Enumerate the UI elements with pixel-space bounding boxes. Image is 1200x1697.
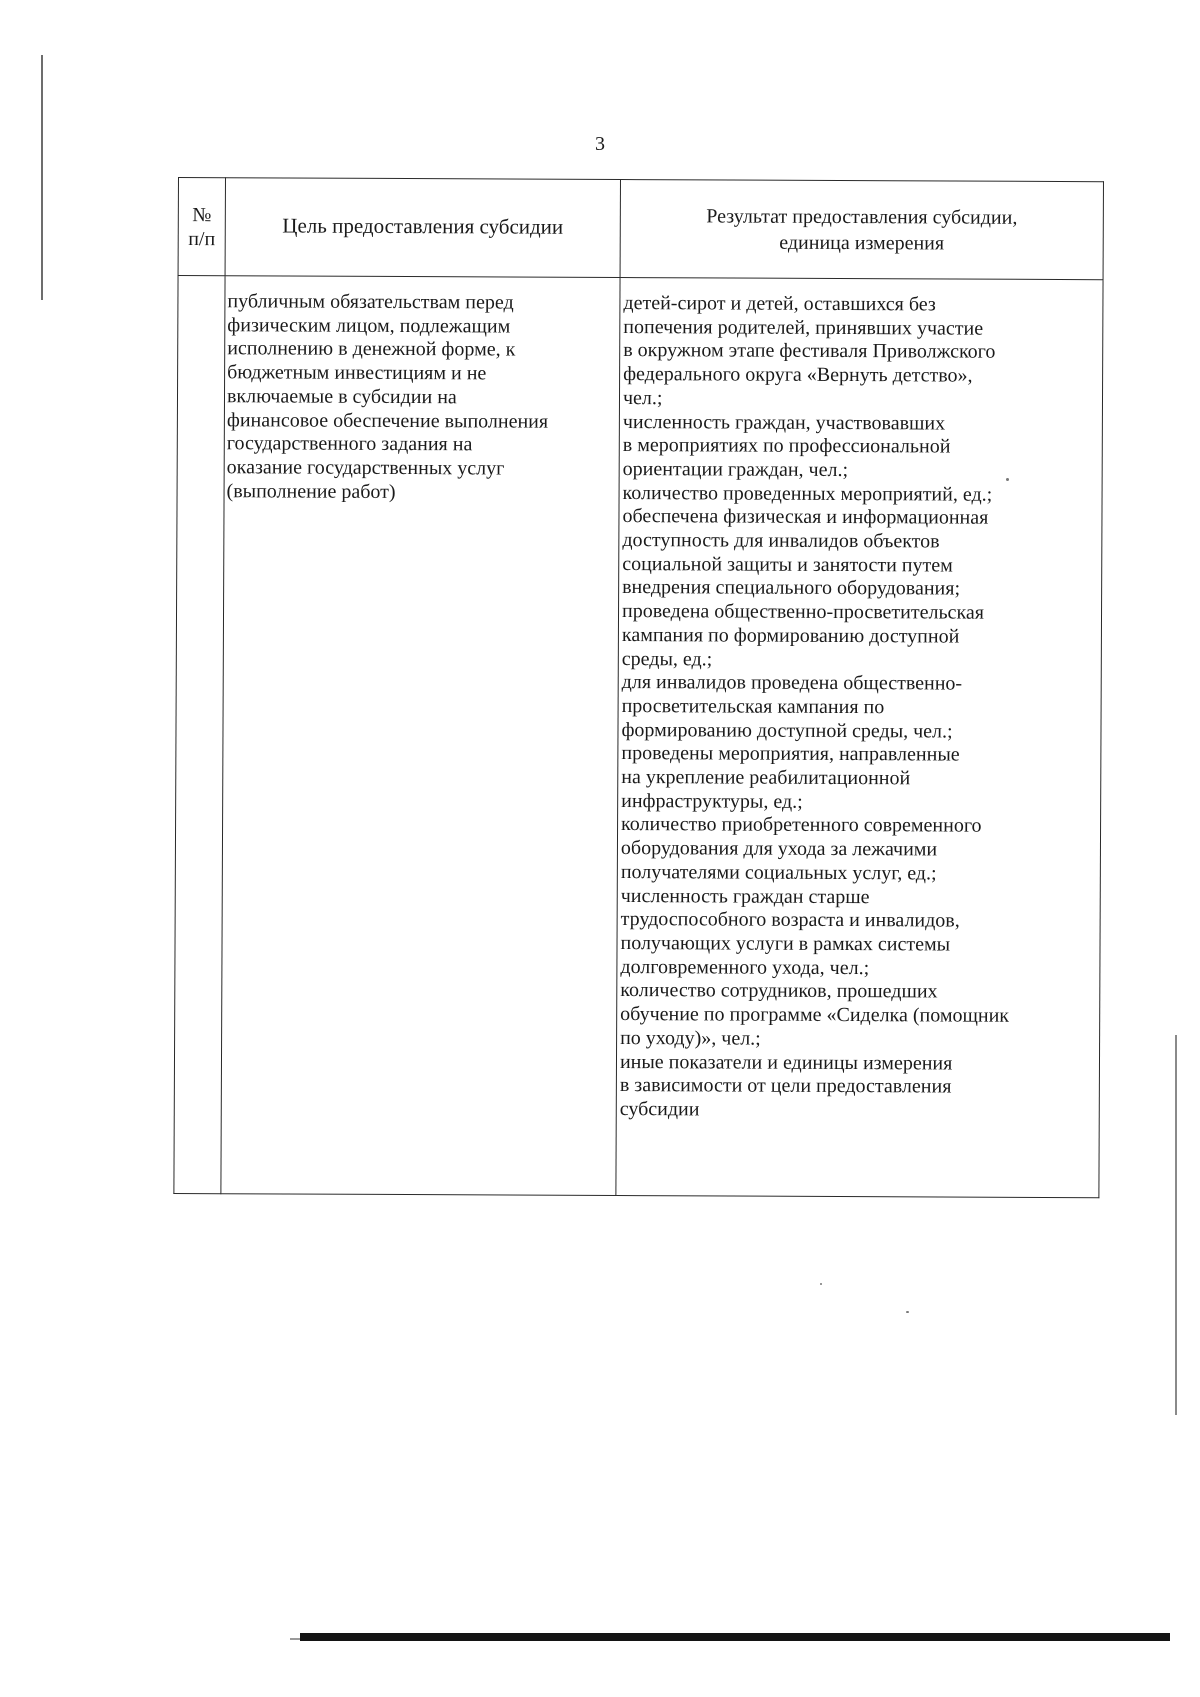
- header-purpose-label: Цель предоставления субсидии: [282, 213, 564, 239]
- purpose-line: финансовое обеспечение выполнения: [226, 408, 549, 433]
- subsidy-table: [173, 177, 1104, 1198]
- result-line: обеспечена физическая и информационная: [622, 505, 989, 530]
- result-line: детей-сирот и детей, оставшихся без: [623, 292, 936, 316]
- result-line: инфраструктуры, ед.;: [621, 789, 803, 813]
- purpose-line: публичным обязательствам перед: [227, 290, 514, 314]
- result-line: кампания по формированию доступной: [621, 623, 960, 648]
- result-line: проведена общественно-просветительская: [621, 600, 985, 624]
- table-row: [174, 276, 1103, 1198]
- result-line: в мероприятиях по профессиональной: [622, 434, 951, 458]
- scan-speck: [1006, 478, 1009, 481]
- result-line: для инвалидов проведена общественно-: [621, 671, 963, 695]
- table-header-row: [178, 178, 1103, 280]
- purpose-line: оказание государственных услуг: [226, 456, 505, 480]
- result-line: социальной защиты и занятости путем: [622, 552, 953, 577]
- result-line: на укрепление реабилитационной: [621, 766, 911, 790]
- header-number-symbol: №: [192, 203, 212, 226]
- scan-speck: [820, 1283, 822, 1285]
- row-result-cell: [616, 278, 1103, 1198]
- header-number-abbrev: п/п: [188, 227, 216, 250]
- result-line: попечения родителей, принявших участие: [623, 315, 984, 340]
- purpose-line: государственного задания на: [226, 432, 473, 456]
- scan-bottom-line: [300, 1633, 1170, 1641]
- result-line: чел.;: [622, 386, 663, 410]
- scan-right-edge: [1175, 1035, 1177, 1415]
- result-line: доступность для инвалидов объектов: [622, 529, 940, 553]
- result-line: внедрения специального оборудования;: [622, 576, 961, 600]
- result-line: проведены мероприятия, направленные: [621, 742, 960, 766]
- result-line: иные показатели и единицы измерения: [619, 1050, 953, 1075]
- result-line: обучение по программе «Сиделка (помощник: [620, 1003, 1010, 1027]
- purpose-line: исполнению в денежной форме, к: [227, 337, 516, 361]
- result-line: численность граждан старше: [620, 884, 870, 908]
- purpose-line: включаемые в субсидии на: [226, 385, 457, 409]
- result-line: количество проведенных мероприятий, ед.;: [622, 481, 993, 506]
- scan-speck: [906, 1311, 909, 1313]
- result-line: оборудования для ухода за лежачими: [620, 837, 938, 861]
- scan-margin-line: [41, 55, 43, 300]
- result-line: долговременного ухода, чел.;: [620, 955, 870, 979]
- result-line: трудоспособного возраста и инвалидов,: [620, 908, 960, 932]
- result-line: получателями социальных услуг, ед.;: [620, 860, 937, 885]
- purpose-line: бюджетным инвестициям и не: [227, 361, 487, 385]
- row-purpose-cell: [221, 276, 620, 1196]
- result-line: в окружном этапе фестиваля Приволжского: [623, 339, 996, 364]
- result-line: численность граждан, участвовавших: [622, 410, 946, 434]
- result-line: субсидии: [619, 1097, 700, 1121]
- result-line: среды, ед.;: [621, 647, 713, 670]
- result-line: количество сотрудников, прошедших: [620, 979, 938, 1003]
- result-line: ориентации граждан, чел.;: [622, 457, 849, 481]
- header-result-line: Результат предоставления субсидии,: [706, 204, 1018, 229]
- header-purpose-cell: [225, 178, 620, 278]
- purpose-line: (выполнение работ): [226, 479, 396, 503]
- result-line: в зависимости от цели предоставления: [619, 1074, 952, 1098]
- result-line: просветительская кампания по: [621, 694, 885, 719]
- result-text: [620, 292, 1099, 1124]
- result-line: формированию доступной среды, чел.;: [621, 718, 953, 743]
- header-result-line: единица измерения: [779, 231, 945, 254]
- result-line: количество приобретенного современного: [621, 813, 982, 838]
- result-line: по уходу)», чел.;: [620, 1026, 761, 1050]
- purpose-line: физическим лицом, подлежащим: [227, 313, 511, 338]
- result-line: федерального округа «Вернуть детство»,: [623, 363, 973, 387]
- purpose-text: [227, 290, 616, 505]
- row-number-cell: [174, 276, 225, 1194]
- page-number: 3: [595, 133, 605, 155]
- header-result-cell: [620, 180, 1103, 280]
- header-number-cell: [178, 178, 225, 276]
- result-line: получающих услуги в рамках системы: [620, 932, 951, 956]
